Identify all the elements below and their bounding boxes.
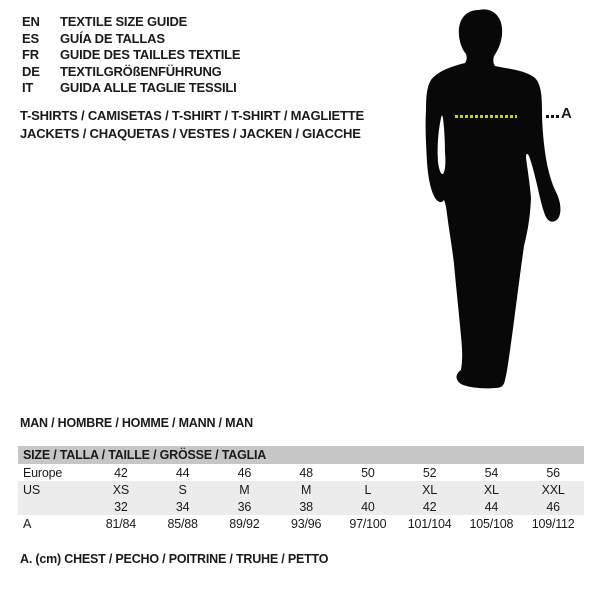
- category-line: JACKETS / CHAQUETAS / VESTES / JACKEN / GIACCHE: [20, 126, 361, 141]
- size-cell: 44: [461, 498, 523, 515]
- language-code: FR: [22, 47, 39, 62]
- language-label: GUIDA ALLE TAGLIE TESSILI: [60, 80, 237, 95]
- chest-measure-dotted-line: [455, 115, 517, 118]
- language-code: EN: [22, 14, 40, 29]
- row-label: Europe: [23, 465, 63, 480]
- size-cell: XL: [461, 481, 523, 498]
- size-cell: S: [152, 481, 214, 498]
- size-cell: XXL: [522, 481, 584, 498]
- size-cell: 40: [337, 498, 399, 515]
- language-label: GUIDE DES TAILLES TEXTILE: [60, 47, 241, 62]
- size-table-header: SIZE / TALLA / TAILLE / GRÖSSE / TAGLIA: [18, 446, 584, 464]
- category-list: [20, 107, 364, 143]
- size-cell: M: [275, 481, 337, 498]
- size-cell: 97/100: [349, 516, 387, 531]
- man-silhouette: [421, 6, 571, 390]
- size-cell: 56: [546, 465, 560, 480]
- row-label: US: [18, 481, 90, 498]
- measure-label-a: A: [561, 105, 572, 122]
- language-label: TEXTILE SIZE GUIDE: [60, 14, 188, 29]
- table-row: [18, 515, 584, 532]
- size-cell: 109/112: [531, 516, 575, 531]
- language-code: IT: [22, 80, 34, 95]
- size-cell: 48: [299, 465, 313, 480]
- size-cell: 34: [152, 498, 214, 515]
- size-table: [18, 446, 584, 532]
- language-row: [22, 14, 240, 31]
- language-row: [22, 47, 240, 64]
- size-cell: 50: [361, 465, 375, 480]
- table-row: [18, 481, 584, 498]
- language-label: TEXTILGRÖßENFÜHRUNG: [60, 63, 222, 79]
- measurement-note: A. (cm) CHEST / PECHO / POITRINE / TRUHE / PETTO: [20, 552, 329, 566]
- size-cell: 93/96: [290, 516, 322, 531]
- row-label: [18, 498, 90, 515]
- size-cell: 89/92: [229, 516, 260, 531]
- size-cell: 52: [422, 465, 437, 480]
- row-label: A: [23, 516, 32, 531]
- language-row: [22, 31, 240, 48]
- size-cell: L: [337, 481, 399, 498]
- size-cell: 36: [214, 498, 276, 515]
- size-cell: 46: [237, 465, 252, 480]
- language-row: [22, 64, 240, 81]
- size-cell: 44: [175, 465, 190, 480]
- size-cell: 101/104: [407, 516, 452, 531]
- table-row: [18, 464, 584, 481]
- size-cell: 85/88: [167, 516, 198, 531]
- size-cell: XS: [90, 481, 152, 498]
- category-line: T-SHIRTS / CAMISETAS / T-SHIRT / T-SHIRT / MAGLIETTE: [20, 108, 364, 123]
- size-cell: 38: [275, 498, 337, 515]
- size-cell: 42: [114, 465, 128, 480]
- language-code: ES: [22, 30, 39, 46]
- size-cell: M: [214, 481, 276, 498]
- language-label: GUÍA DE TALLAS: [60, 30, 165, 46]
- size-cell: 42: [399, 498, 461, 515]
- size-cell: 32: [90, 498, 152, 515]
- size-cell: 105/108: [469, 516, 514, 531]
- size-cell: 54: [484, 465, 499, 480]
- size-cell: 81/84: [105, 516, 137, 531]
- language-list: [22, 14, 240, 97]
- language-code: DE: [22, 63, 40, 79]
- man-silhouette-graphic: [421, 6, 571, 390]
- language-row: [22, 80, 240, 97]
- table-title: MAN / HOMBRE / HOMME / MANN / MAN: [20, 416, 253, 430]
- size-table-header-row: [18, 446, 584, 464]
- measure-callout-dots: [546, 115, 559, 118]
- table-row: [18, 498, 584, 515]
- size-cell: 46: [522, 498, 584, 515]
- size-cell: XL: [399, 481, 461, 498]
